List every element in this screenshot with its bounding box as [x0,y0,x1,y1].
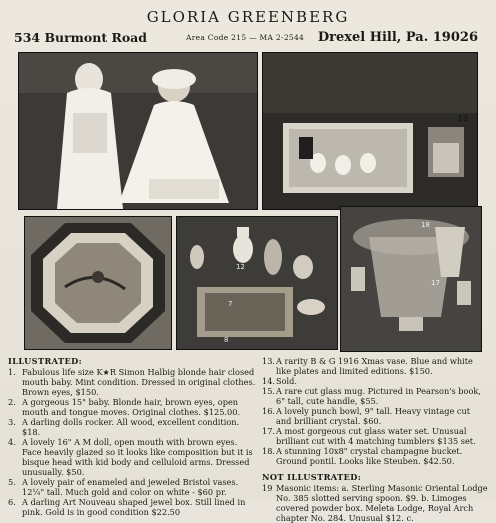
item-text: A rare cut glass mug. Pictured in Pearson's book, 6" tall, cute handle, $55. [276,386,481,406]
item-text: A rarity B & G 1916 Xmas vase. Blue and white like plates and limited editions. $150. [276,356,473,376]
photo-tea-set [262,52,478,210]
list-item [262,376,488,386]
item-number: 6. [8,497,16,507]
illustrated-column-right [262,356,488,523]
not-illustrated-heading: NOT ILLUSTRATED: [262,472,362,482]
glassware-image [341,207,481,351]
list-item [8,397,256,417]
illustrated-column [8,356,256,517]
vases-image [177,217,337,349]
item-text: Fabulous life size K★R Simon Halbig blonde hair closed mouth baby. Mint condition. Dressed in original clothes. Brown eyes, $150. [22,367,256,397]
list-item [262,446,488,466]
item-text: A most gorgeous cut glass water set. Unusual brilliant cut with 4 matching tumblers $135 set. [276,426,476,446]
list-item [262,406,488,426]
photo-glassware [340,206,482,352]
list-item [8,437,256,477]
dealer-name: GLORIA GREENBERG [146,8,350,26]
item-text: A gorgeous 15" baby. Blonde hair, brown eyes, open mouth and tongue moves. Original clothes. $125.00. [22,397,241,417]
list-item [262,426,488,446]
item-number: 2. [8,397,16,407]
item-number: 15. [262,386,276,396]
street-address: 534 Burmont Road [14,30,148,45]
item-text: A lovely punch bowl, 9" tall. Heavy vintage cut and brilliant crystal. $60. [276,406,471,426]
dolls-image [19,53,257,209]
photo-label-19: 19 [458,114,469,123]
item-text: A darling Art Nouveau shaped jewel box. Still lined in pink. Gold is in good condition $22.50 [22,497,246,517]
item-number: 13. [262,356,276,366]
photo-jewel-box [24,216,172,350]
item-number: 1. [8,367,16,377]
photo-dolls [18,52,258,210]
list-item [8,417,256,437]
phone-number: Area Code 215 — MA 2-2544 [186,33,305,42]
item-number: 5. [8,477,16,487]
list-item [8,367,256,397]
city-state-zip: Drexel Hill, Pa. 19026 [317,30,478,45]
photo-vases [176,216,338,350]
address-line [14,30,478,48]
item-text: A stunning 10x8" crystal champagne bucket. Ground pontil. Looks like Steuben. $42.50. [276,446,463,466]
list-item [8,497,256,517]
item-number: 3. [8,417,16,427]
photo-label-8: 8 [224,336,229,344]
list-item [262,386,488,406]
item-text: Sold. [276,376,298,386]
list-item [262,483,488,523]
photo-label-12: 12 [236,263,245,271]
item-text: A lovely 16" A M doll, open mouth with brown eyes. Face heavily glazed so it looks like composition but it is bisque head with kid body and celluloid arms. Dressed unusually. $50. [22,437,253,477]
tea-set-image [263,53,477,209]
item-number: 18. [262,446,276,456]
item-number: 17. [262,426,276,436]
photo-label-7: 7 [228,300,233,308]
item-number: 19 [262,483,273,493]
item-text: Masonic items: a. Sterling Masonic Oriental Lodge No. 385 slotted serving spoon. $9. b. Limoges covered powder box. Meleta Lodge, Royal Arch chapter No. 284. Unusual $12. c. [276,483,488,523]
list-item [262,356,488,376]
item-text: A lovely pair of enameled and jeweled Bristol vases. 12¼" tall. Much gold and color on white - $60 pr. [22,477,239,497]
item-number: 16. [262,406,276,416]
item-number: 4. [8,437,16,447]
photo-label-18: 18 [421,221,430,229]
item-number: 14. [262,376,276,386]
photo-label-17: 17 [431,279,440,287]
list-item [8,477,256,497]
illustrated-heading: ILLUSTRATED: [8,356,83,366]
jewel-box-image [25,217,171,349]
item-text: A darling dolls rocker. All wood, excellent condition. $18. [22,417,240,437]
